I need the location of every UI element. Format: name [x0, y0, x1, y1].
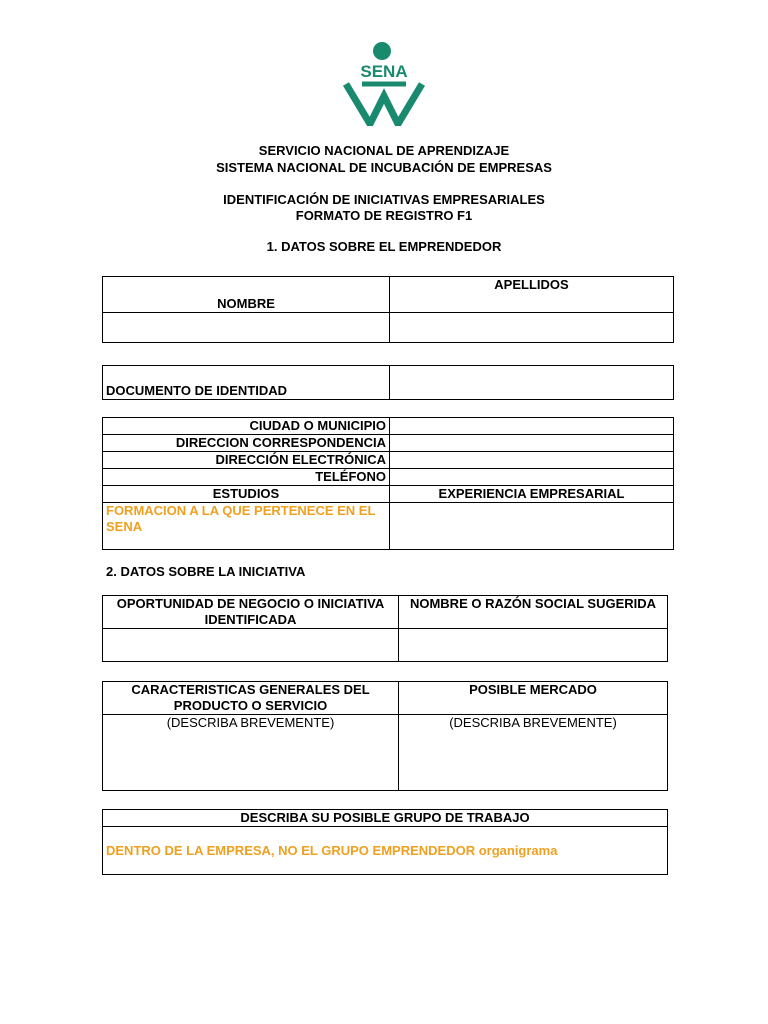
work-group-table [102, 809, 668, 875]
posible-mercado-label: POSIBLE MERCADO [399, 682, 668, 715]
oportunidad-field[interactable] [103, 629, 399, 662]
section-2-title: 2. DATOS SOBRE LA INICIATIVA [106, 564, 306, 579]
grupo-trabajo-field[interactable]: DENTRO DE LA EMPRESA, NO EL GRUPO EMPRENDEDOR organigrama [103, 827, 668, 875]
logo-head [373, 42, 391, 60]
initiative-table [102, 595, 668, 662]
caracteristicas-label: CARACTERISTICAS GENERALES DEL PRODUCTO O SERVICIO [103, 682, 399, 715]
nombre-razon-label: NOMBRE O RAZÓN SOCIAL SUGERIDA [399, 596, 668, 629]
nombre-field[interactable] [103, 313, 390, 343]
oportunidad-label: OPORTUNIDAD DE NEGOCIO O INICIATIVA IDENTIFICADA [103, 596, 399, 629]
contact-table [102, 417, 674, 550]
estudios-label: ESTUDIOS [103, 486, 390, 503]
sena-logo [340, 40, 428, 126]
documento-field[interactable] [390, 366, 674, 400]
apellidos-field[interactable] [390, 313, 674, 343]
formacion-field[interactable]: FORMACION A LA QUE PERTENECE EN EL SENA [103, 503, 390, 550]
posible-mercado-field[interactable]: (DESCRIBA BREVEMENTE) [399, 715, 668, 791]
direccion-label: DIRECCION CORRESPONDENCIA [103, 435, 390, 452]
product-table [102, 681, 668, 791]
header-line-4: FORMATO DE REGISTRO F1 [295, 208, 473, 223]
experiencia-label: EXPERIENCIA EMPRESARIAL [390, 486, 674, 503]
apellidos-label: APELLIDOS [390, 277, 674, 313]
document-table [102, 365, 674, 400]
telefono-field[interactable] [390, 469, 674, 486]
header-line-3: IDENTIFICACIÓN DE INICIATIVAS EMPRESARIALES [223, 192, 545, 207]
experiencia-field[interactable] [390, 503, 674, 550]
header-line-1: SERVICIO NACIONAL DE APRENDIZAJE [258, 143, 510, 158]
grupo-trabajo-label: DESCRIBA SU POSIBLE GRUPO DE TRABAJO [103, 810, 668, 827]
email-field[interactable] [390, 452, 674, 469]
name-table [102, 276, 674, 343]
logo-arrow-shape [346, 84, 422, 124]
ciudad-label: CIUDAD O MUNICIPIO [103, 418, 390, 435]
caracteristicas-field[interactable]: (DESCRIBA BREVEMENTE) [103, 715, 399, 791]
documento-label: DOCUMENTO DE IDENTIDAD [103, 366, 390, 400]
telefono-label: TELÉFONO [103, 469, 390, 486]
nombre-razon-field[interactable] [399, 629, 668, 662]
section-1-title: 1. DATOS SOBRE EL EMPRENDEDOR [266, 239, 502, 254]
logo-text: SENA [360, 62, 408, 81]
nombre-label: NOMBRE [103, 277, 390, 313]
direccion-field[interactable] [390, 435, 674, 452]
header-line-2: SISTEMA NACIONAL DE INCUBACIÓN DE EMPRESAS [216, 160, 552, 175]
email-label: DIRECCIÓN ELECTRÓNICA [103, 452, 390, 469]
ciudad-field[interactable] [390, 418, 674, 435]
